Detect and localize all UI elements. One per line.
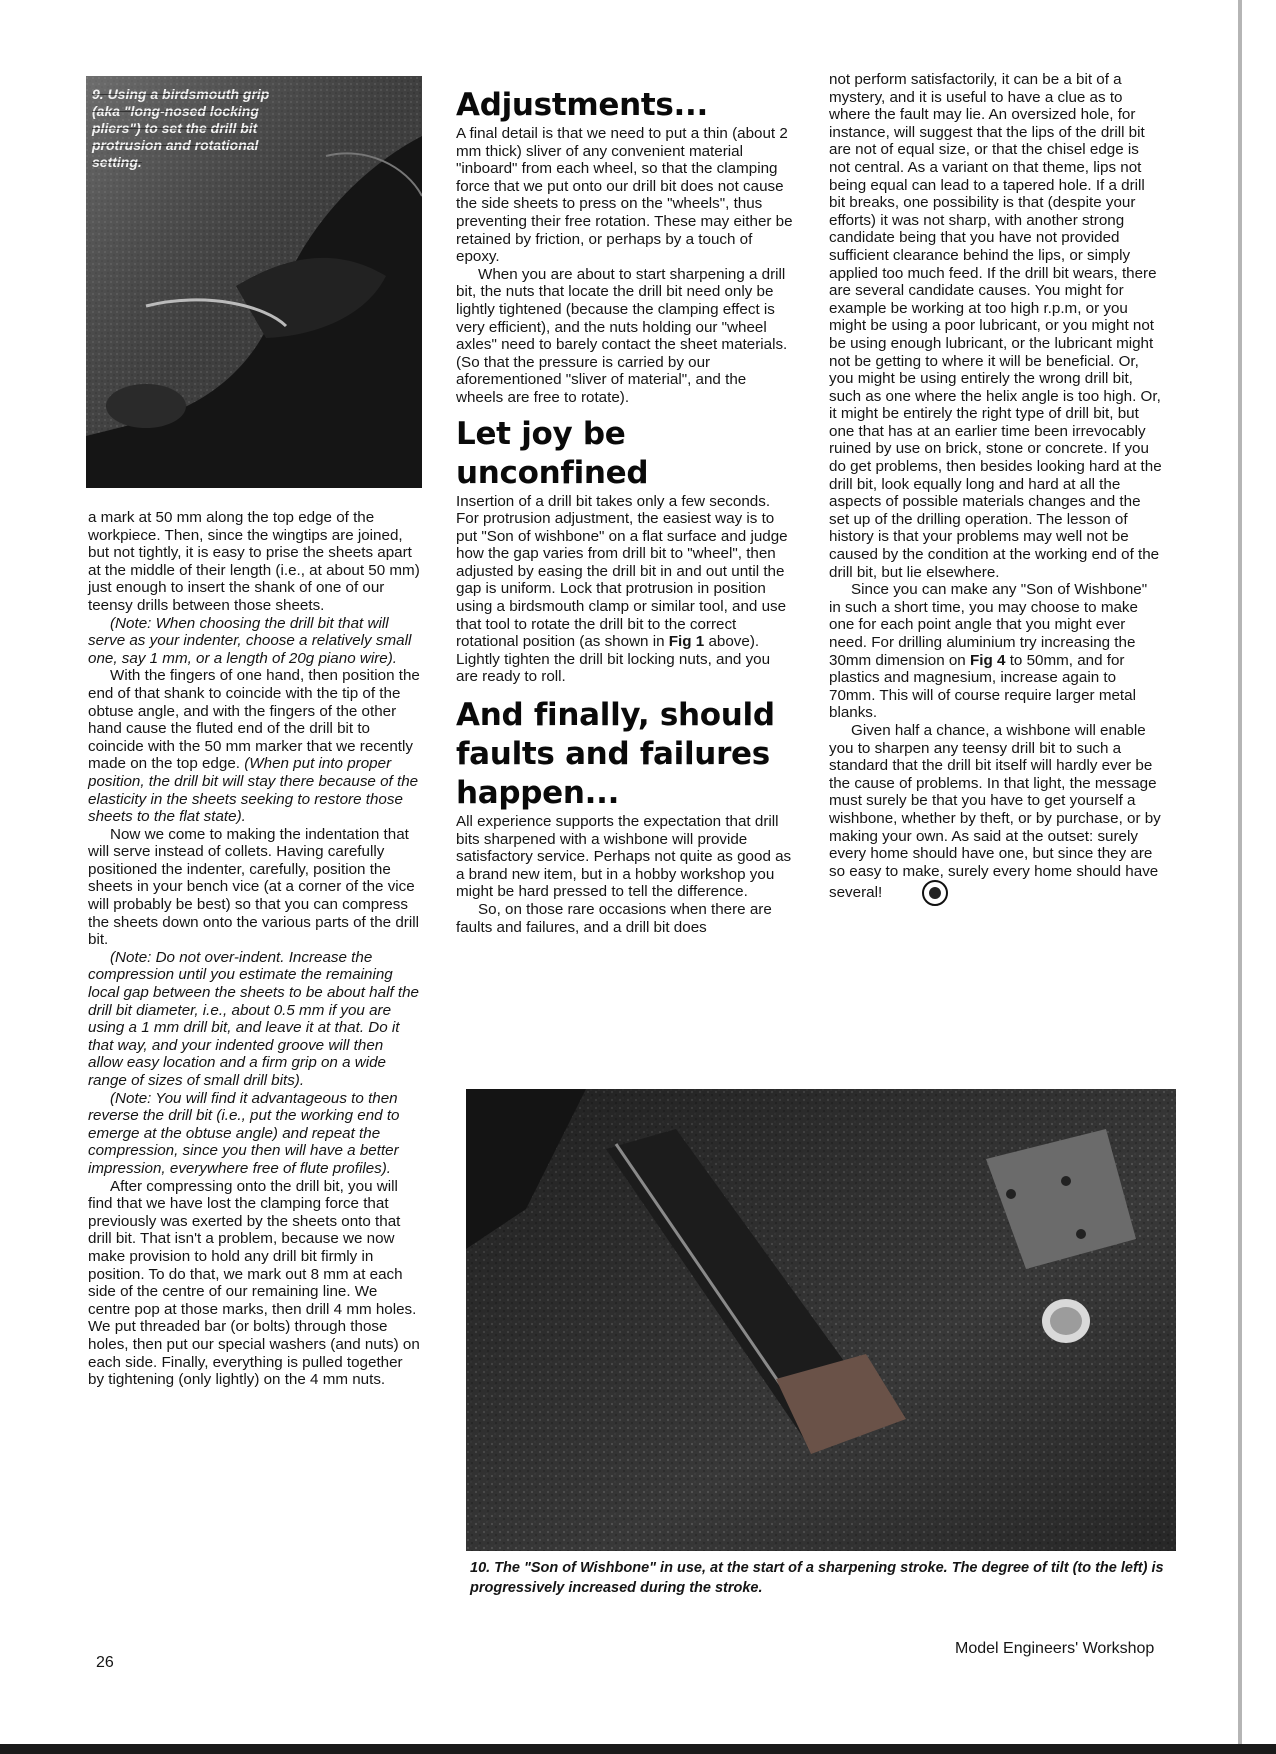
figure-10-photo <box>466 1089 1176 1551</box>
figure-10-image <box>466 1089 1176 1551</box>
col1-note-2: (Note: Do not over-indent. Increase the compression until you estimate the remaining local gap between the sheets to be about half the drill bit diameter, i.e., about 0.5 mm if you are using a 1 mm drill bit, and leave it at that. Do it that way, and your indented groove will then allow easy location and a firm grip on a wide range of sizes of small drill bits). <box>88 948 419 1089</box>
heading-adjustments: Adjustments... <box>456 87 708 123</box>
col2-paragraph-3-text: Insertion of a drill bit takes only a few seconds. For protrusion adjustment, the easiest way is to put "Son of wishbone" on a flat surface and judge how the gap varies from drill bit to "wheel", then adjusted by easing the drill bit in and out until the gap is uniform. Lock that protrusion in position using a birdsmouth clamp or similar tool, and use that tool to rotate the drill bit to the correct rotational position (as shown in <box>456 492 788 651</box>
col2-paragraph-4: All experience supports the expectation that drill bits sharpened with a wishbone will provide satisfactory service. Perhaps not quite as good as a brand new item, but in a hobby workshop you might be hard pressed to tell the difference. <box>456 813 792 901</box>
magazine-title: Model Engineers' Workshop <box>955 1640 1155 1657</box>
col2-paragraph-5: So, on those rare occasions when there are faults and failures, and a drill bit does <box>456 901 772 936</box>
scan-bottom-edge <box>0 1744 1276 1754</box>
col2-paragraph-3-text-end: above). Lightly tighten the drill bit locking nuts, and you are ready to roll. <box>456 633 771 686</box>
col3-paragraph-3 <box>829 722 1163 906</box>
col1-paragraph-7: After compressing onto the drill bit, you will find that we have lost the clamping force that previously was exerted by the sheets onto that drill bit. That isn't a problem, because we now make provision to hold any drill bit firmly in position. To do that, we mark out 8 mm at each side of the centre of our remaining line. We centre pop at those marks, then drill 4 mm holes. We put threaded bar (or bolts) through those holes, then put our special washers (and nuts) on each side. Finally, everything is pulled together by tightening (only lightly) on the 4 mm nuts. <box>88 1177 420 1389</box>
page-number: 26 <box>96 1654 114 1671</box>
heading-let-joy-be-unconfined: Let joy be unconfined <box>456 415 649 491</box>
col1-paragraph-4: Now we come to making the indentation that will serve instead of collets. Having carefully positioned the indenter, carefully, position the sheets in your bench vice (at a corner of the vice will probably be best) so that you can compress the sheets down onto the various parts of the drill bit. <box>88 825 419 949</box>
fig-1-reference: Fig 1 <box>668 633 705 651</box>
col3-paragraph-2-text-end: to 50mm, and for plastics and magnesium, increase again to 70mm. This will of course require larger metal blanks. <box>829 651 1136 722</box>
col2-paragraph-3 <box>456 493 796 687</box>
col3-paragraph-3-text: Given half a chance, a wishbone will enable you to sharpen any teensy drill bit to such a standard that the drill bit itself will hardly ever be the cause of problems. In that light, the message must surely be that you have to get yourself a wishbone, whether by theft, or by purchase, or by making your own. As said at the outset: surely every home should have one, but since they are so easy to make, surely every home should have several! <box>829 721 1161 902</box>
figure-9-caption: 9. Using a birdsmouth grip (aka "long-nosed locking pliers") to set the drill bit protrusion and rotational setting. <box>92 86 270 170</box>
heading-faults-and-failures: And finally, should faults and failures happen... <box>456 697 775 812</box>
col1-paragraph-3-note: (When put into proper position, the drill bit will stay there because of the elasticity in the sheets seeking to restore those sheets to the flat state). <box>88 755 419 826</box>
col1-note-1: (Note: When choosing the drill bit that will serve as your indenter, choose a relatively small one, say 1 mm, or a length of 20g piano wire). <box>88 614 412 667</box>
col1-paragraph-3-text: With the fingers of one hand, then position the end of that shank to coincide with the tip of the obtuse angle, and with the fingers of the other hand cause the fluted end of the drill bit to coincide with the 50 mm marker that we recently made on the top edge. <box>88 667 420 773</box>
column-3 <box>829 71 1163 906</box>
end-of-article-icon <box>922 880 948 906</box>
figure-9-photo <box>86 76 422 488</box>
col2-paragraph-1: A final detail is that we need to put a thin (about 2 mm thick) sliver of any convenient material "inboard" from each wheel, so that the clamping force that we put onto our drill bit does not cause the side sheets to press on the "wheels", thus preventing their free rotation. These may either be retained by friction, or perhaps by a touch of epoxy. <box>456 125 793 266</box>
figure-10-caption: 10. The "Son of Wishbone" in use, at the start of a sharpening stroke. The degree of tilt (to the left) is progressively increased during the stroke. <box>470 1560 1164 1596</box>
col3-paragraph-2-text: Since you can make any "Son of Wishbone" in such a short time, you may choose to make one for each point angle that you might ever need. For drilling aluminium try increasing the 30mm dimension on <box>829 581 1148 669</box>
scan-edge-shadow <box>1238 0 1242 1744</box>
col1-note-3: (Note: You will find it advantageous to then reverse the drill bit (i.e., put the working end to emerge at the obtuse angle) and repeat the compression, since you then will have a better impression, everywhere free of flute profiles). <box>88 1089 400 1177</box>
col3-paragraph-2 <box>829 581 1163 722</box>
col2-paragraph-2: When you are about to start sharpening a drill bit, the nuts that locate the drill bit need only be lightly tightened (because the clamping effect is very efficient), and the nuts holding our "wheel axles" need to barely contact the sheet materials. (So that the pressure is carried by our aforementioned "sliver of material", and the wheels are free to rotate). <box>456 265 788 406</box>
col1-paragraph-3 <box>88 667 422 825</box>
column-1 <box>88 509 422 1389</box>
col1-paragraph-1: a mark at 50 mm along the top edge of the workpiece. Then, since the wingtips are joined, but not tightly, it is easy to prise the sheets apart at the middle of their length (i.e., at about 50 mm) just enough to insert the shank of one of our teensy drills between those sheets. <box>88 509 420 614</box>
fig-4-reference: Fig 4 <box>970 651 1006 669</box>
col3-paragraph-1: not perform satisfactorily, it can be a bit of a mystery, and it is useful to have a clue as to where the fault may lie. An oversized hole, for instance, will suggest that the lips of the drill bit are not of equal size, or that the chisel edge is not central. As a variant on that theme, lips not being equal can lead to a tapered hole. If a drill bit breaks, one possibility is that (despite your efforts) it was not sharp, with another strong candidate being that you have not provided sufficient clearance behind the lips, or simply applied too much feed. If the drill bit wears, there are several candidate causes. You might for example be working at too high r.p.m, or you might be using a poor lubricant, or you might not be using enough lubricant, or the lubricant might not be getting to where it will be beneficial. Or, you might be using entirely the wrong drill bit, such as one where the helix angle is too high. Or, it might be entirely the right type of drill bit, but one that has at an earlier time been irrevocably ruined by use on brick, stone or concrete. If you do get problems, then besides looking hard at the drill bit, look equally long and hard at all the aspects of possible materials changes and the set up of the drilling operation. The lesson of history is that your problems may well not be caused by the condition at the working end of the drill bit, but lie elsewhere. <box>829 71 1162 581</box>
column-2 <box>456 86 796 936</box>
